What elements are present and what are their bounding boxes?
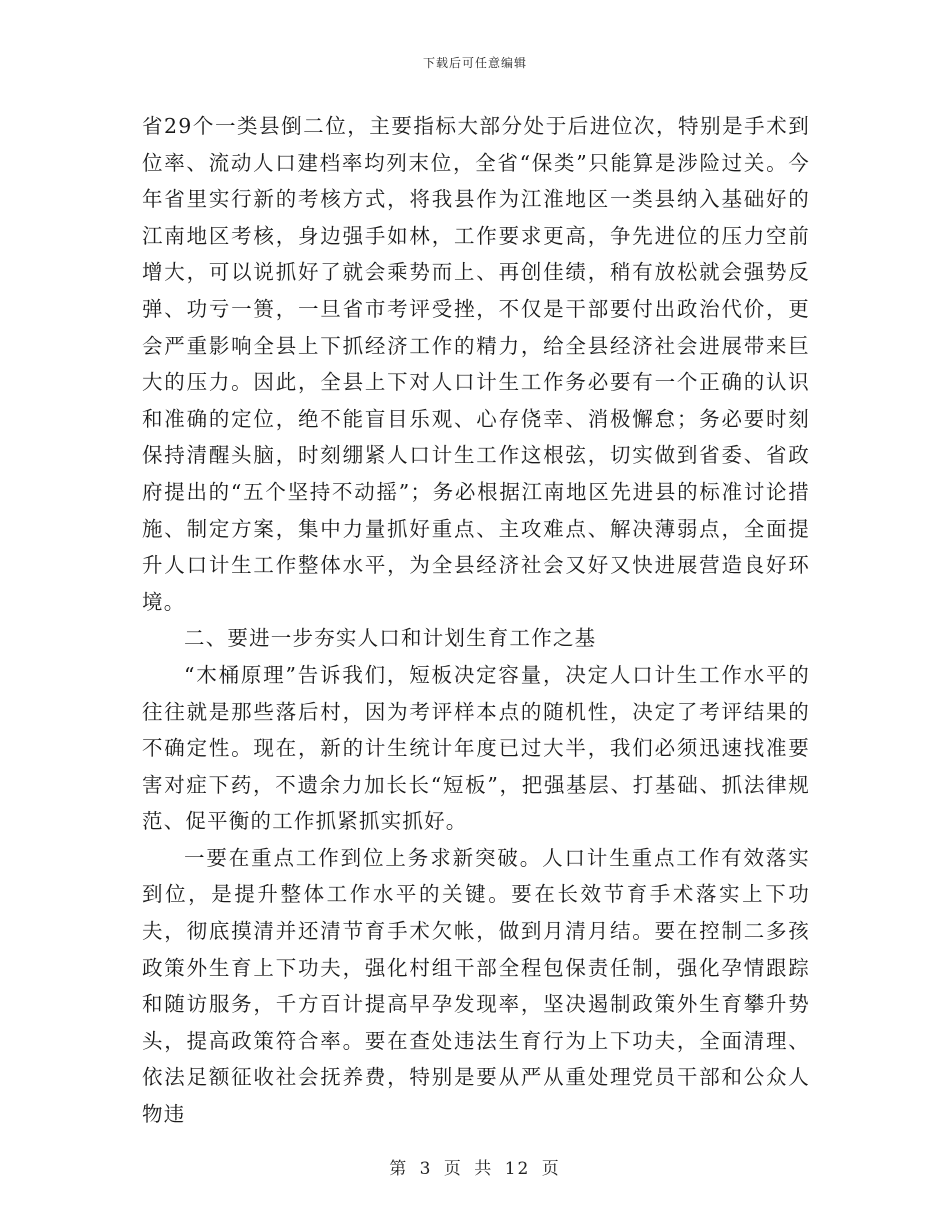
- paragraph-continued: 省29个一类县倒二位，主要指标大部分处于后进位次，特别是手术到位率、流动人口建档率均列末位，全省“保类”只能算是涉险过关。今年省里实行新的考核方式，将我县作为江淮地区一类县纳入基础好的江南地区考核，身边强手如林，工作要求更高，争先进位的压力空前增大，可以说抓好了就会乘势而上、再创佳绩，稍有放松就会强势反弹、功亏一篑，一旦省市考评受挫，不仅是干部要付出政治代价，更会严重影响全县上下抓经济工作的精力，给全县经济社会进展带来巨大的压力。因此，全县上下对人口计生工作务必要有一个正确的认识和准确的定位，绝不能盲目乐观、心存侥幸、消极懈怠；务必要时刻保持清醒头脑，时刻绷紧人口计生工作这根弦，切实做到省委、省政府提出的“五个坚持不动摇”；务必根据江南地区先进县的标准讨论措施、制定方案，集中力量抓好重点、主攻难点、解决薄弱点，全面提升人口计生工作整体水平，为全县经济社会又好又快进展营造良好环境。: [142, 114, 810, 614]
- paragraph-key-work: 一要在重点工作到位上务求新突破。人口计生重点工作有效落实到位，是提升整体工作水平的关键。要在长效节育手术落实上下功夫，彻底摸清并还清节育手术欠帐，做到月清月结。要在控制二多孩政策外生育上下功夫，强化村组干部全程包保责任制，强化孕情跟踪和随访服务，千方百计提高早孕发现率，坚决遏制政策外生育攀升势头，提高政策符合率。要在查处违法生育行为上下功夫，全面清理、依法足额征收社会抚养费，特别是要从严从重处理党员干部和公众人物违: [142, 845, 810, 1127]
- page-number-footer: 第 3 页 共 12 页: [389, 1159, 561, 1179]
- document-body: [142, 108, 810, 1133]
- page-header: 下载后可任意编辑: [422, 56, 527, 70]
- paragraph-barrel-principle: “木桶原理”告诉我们，短板决定容量，决定人口计生工作水平的往往就是那些落后村，因为考评样本点的随机性，决定了考评结果的不确定性。现在，新的计生统计年度已过大半，我们必须迅速找准要害对症下药，不遗余力加长长“短板”，把强基层、打基础、抓法律规范、促平衡的工作抓紧抓实抓好。: [142, 662, 810, 834]
- section-heading: 二、要进一步夯实人口和计划生育工作之基: [184, 626, 597, 651]
